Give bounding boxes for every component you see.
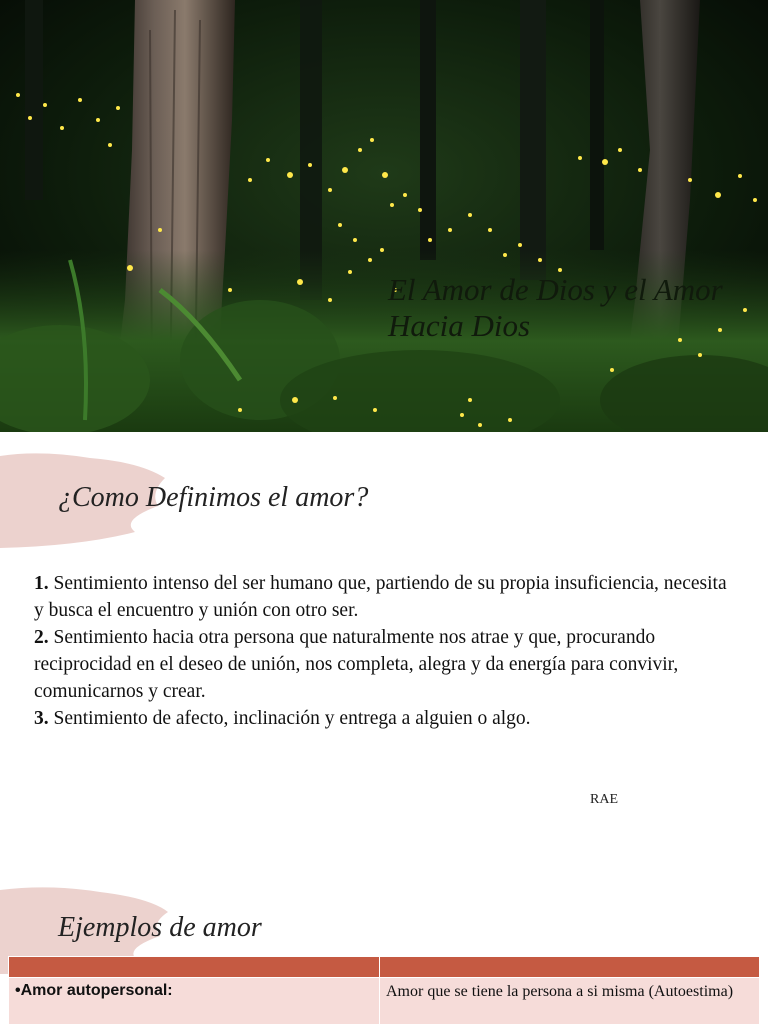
definition-text: Sentimiento de afecto, inclinación y entrega a alguien o algo. <box>48 708 531 729</box>
table-header-row <box>9 957 760 978</box>
slide-title: El Amor de Dios y el Amor Hacia Dios <box>388 272 723 343</box>
definition-number: 2. <box>34 627 49 648</box>
love-description-cell: Amor que se tiene la persona a si misma (Autoestima) <box>380 978 760 1024</box>
definition-text: Sentimiento hacia otra persona que naturalmente nos atrae y que, procurando reciprocidad en el deseo de unión, nos completa, alegra y da energía para convivir, comunicarnos y crear. <box>34 627 679 702</box>
forest-fireflies-photo <box>0 0 768 432</box>
source-citation: RAE <box>590 792 618 807</box>
title-slide <box>0 0 768 432</box>
definition-item <box>34 570 734 624</box>
definition-item <box>34 705 734 732</box>
definition-number: 3. <box>34 708 49 729</box>
slide-heading: ¿Como Definimos el amor? <box>58 482 369 513</box>
table-header-cell <box>9 957 380 978</box>
definitions-slide <box>0 434 768 876</box>
examples-table <box>8 956 760 1024</box>
table-row <box>9 978 760 1024</box>
love-type-cell: •Amor autopersonal: <box>9 978 380 1024</box>
slide-heading: Ejemplos de amor <box>58 912 262 943</box>
definition-item <box>34 624 734 705</box>
examples-slide <box>0 880 768 1024</box>
table-header-cell <box>380 957 760 978</box>
definition-number: 1. <box>34 573 49 594</box>
definition-text: Sentimiento intenso del ser humano que, partiendo de su propia insuficiencia, necesita y busca el encuentro y unión con otro ser. <box>34 573 727 621</box>
definition-list <box>34 570 734 732</box>
